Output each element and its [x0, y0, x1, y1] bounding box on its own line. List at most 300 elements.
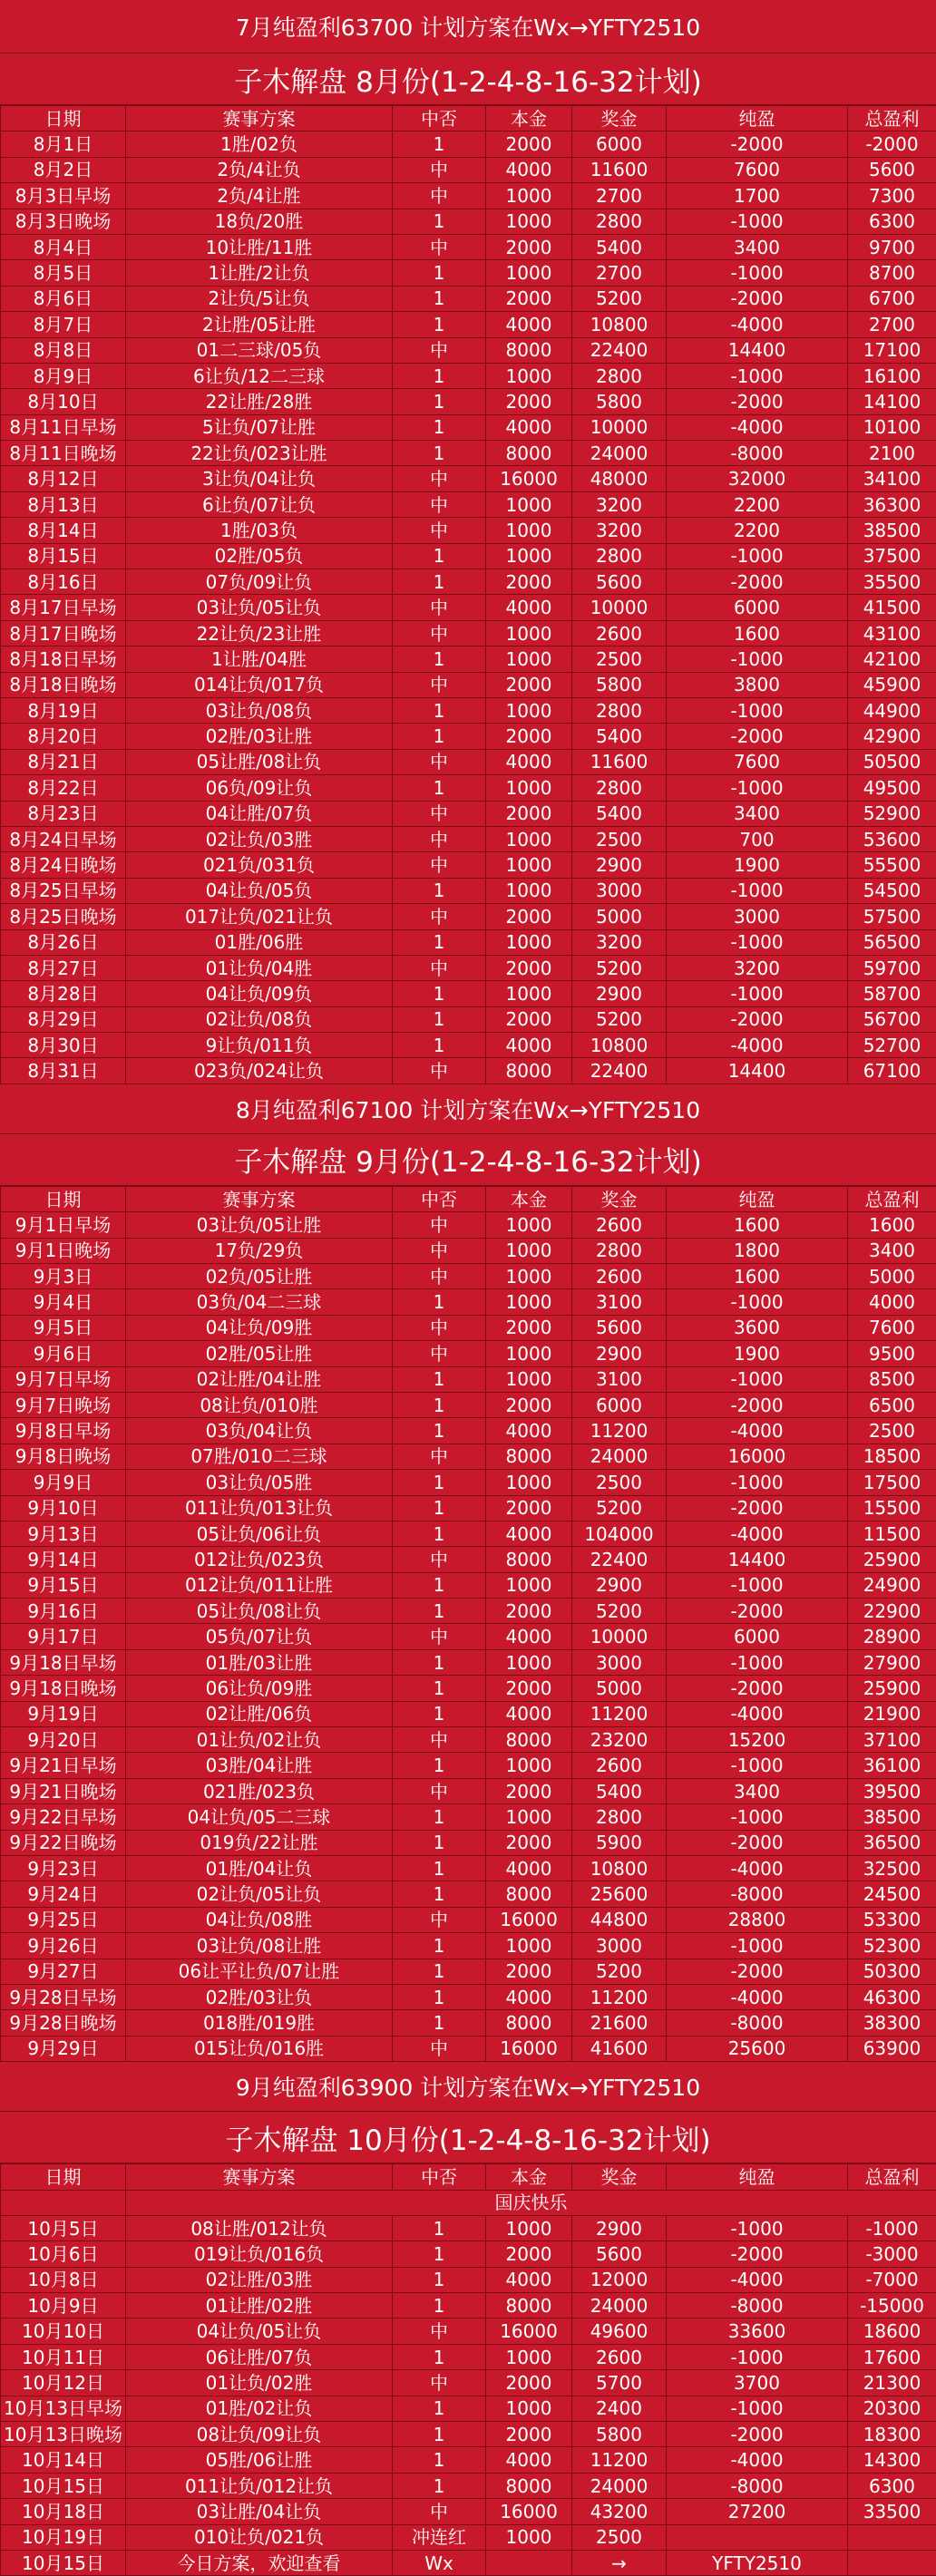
table-cell: 019负/22让胜 [126, 1830, 393, 1855]
table-cell: 9月16日 [1, 1599, 126, 1624]
table-cell: -1000 [667, 929, 848, 955]
table-cell: 1 [393, 646, 486, 672]
table-cell: 9月6日 [1, 1341, 126, 1366]
table-cell: 01胜/03让胜 [126, 1649, 393, 1675]
table-cell: 9月1日早场 [1, 1212, 126, 1238]
table-row [1, 1959, 936, 1984]
table-cell: 8000 [486, 337, 572, 363]
table-cell: 中 [393, 826, 486, 851]
table-cell: 9月9日 [1, 1470, 126, 1495]
table-cell: -1000 [667, 209, 848, 234]
table-cell: 10000 [572, 414, 667, 440]
column-header: 纯盈 [667, 2164, 848, 2190]
table-row [1, 1933, 936, 1959]
table-cell: 1800 [667, 1238, 848, 1263]
table-cell: 28800 [667, 1907, 848, 1932]
table-cell: 9月27日 [1, 1959, 126, 1984]
table-cell: 10月6日 [1, 2241, 126, 2267]
table-row [1, 1058, 936, 1084]
table-cell: -1000 [667, 646, 848, 672]
table-cell: 10月5日 [1, 2215, 126, 2241]
table-cell: 18600 [848, 2318, 936, 2344]
table-cell: 8月6日 [1, 286, 126, 311]
table-cell: 4000 [486, 1984, 572, 2009]
table-cell: 1 [393, 724, 486, 749]
table-cell: 700 [667, 826, 848, 851]
table-cell: 1 [393, 441, 486, 466]
table-cell: 01二三球/05负 [126, 337, 393, 363]
table-cell: 16000 [486, 2499, 572, 2524]
table-cell: 3000 [572, 878, 667, 903]
column-header: 总盈利 [848, 106, 936, 131]
table-cell: 01让负/02让负 [126, 1727, 393, 1753]
column-header: 日期 [1, 106, 126, 131]
table-cell: 9月21日晚场 [1, 1778, 126, 1803]
table-cell: 8500 [848, 1366, 936, 1392]
header-row [1, 2164, 936, 2190]
section-title: 子木解盘 9月份(1-2-4-8-16-32计划) [0, 1134, 936, 1186]
table-cell: 21300 [848, 2370, 936, 2396]
table-cell: 1 [393, 1701, 486, 1726]
table-cell: 2700 [848, 312, 936, 337]
table-cell: 9月19日 [1, 1701, 126, 1726]
table-cell: 017让负/021让负 [126, 904, 393, 929]
table-cell: 中 [393, 620, 486, 646]
table-cell: 8月8日 [1, 337, 126, 363]
table-cell: 8月19日 [1, 697, 126, 723]
table-cell: 4000 [848, 1289, 936, 1315]
table-cell: 5200 [572, 955, 667, 980]
table-row [1, 1547, 936, 1572]
table-cell: 9月21日早场 [1, 1753, 126, 1778]
table-cell: 5200 [572, 1959, 667, 1984]
table-cell: 8000 [486, 1881, 572, 1907]
table-cell: 2600 [572, 620, 667, 646]
table-cell: 24000 [572, 2293, 667, 2318]
table-cell: 2000 [486, 1830, 572, 1855]
table-cell: 中 [393, 234, 486, 259]
table-row [1, 491, 936, 517]
table-cell: 8月20日 [1, 724, 126, 749]
table-row [1, 2241, 936, 2267]
table-cell: 1000 [486, 1753, 572, 1778]
table-row [1, 157, 936, 182]
table-cell: 中 [393, 1264, 486, 1289]
table-cell: 3000 [572, 1649, 667, 1675]
table-row [1, 286, 936, 311]
table-cell: 1000 [486, 1804, 572, 1830]
table-row [1, 1804, 936, 1830]
table-row [1, 1006, 936, 1032]
table-cell: 中 [393, 1778, 486, 1803]
table-cell: 3200 [667, 955, 848, 980]
table-cell: 今日方案，欢迎查看 [126, 2550, 393, 2575]
table-row [1, 1624, 936, 1649]
table-cell: 1000 [486, 1470, 572, 1495]
table-cell: 2800 [572, 209, 667, 234]
table-cell: 02胜/05让胜 [126, 1341, 393, 1366]
table-row [1, 2370, 936, 2396]
table-cell: 2负/4让负 [126, 157, 393, 182]
table-cell: 1000 [486, 646, 572, 672]
table-cell: 24000 [572, 1444, 667, 1469]
table-cell: 8月10日 [1, 389, 126, 414]
table-row [1, 569, 936, 595]
table-cell: 03负/04二三球 [126, 1289, 393, 1315]
top-banner: 7月纯盈利63700 计划方案在Wx→YFTY2510 [0, 0, 936, 53]
table-row [1, 363, 936, 388]
table-cell: 2000 [486, 2422, 572, 2447]
table-cell: 1600 [848, 1212, 936, 1238]
table-cell: 36500 [848, 1830, 936, 1855]
table-cell: 8000 [486, 1444, 572, 1469]
table-cell: 2000 [486, 286, 572, 311]
table-row [1, 2550, 936, 2575]
table-cell: 3400 [667, 1778, 848, 1803]
table-cell: 10月8日 [1, 2267, 126, 2292]
table-cell: 1000 [486, 981, 572, 1006]
table-cell: 中 [393, 157, 486, 182]
table-cell: 27900 [848, 1649, 936, 1675]
table-cell: 1000 [486, 1238, 572, 1263]
table-cell: 46300 [848, 1984, 936, 2009]
table-cell: 22让负/023让胜 [126, 441, 393, 466]
table-cell: 14400 [667, 337, 848, 363]
table-cell: 018胜/019胜 [126, 2010, 393, 2036]
table-cell: -2000 [667, 2422, 848, 2447]
table-cell: -1000 [667, 363, 848, 388]
table-cell: 5600 [572, 2241, 667, 2267]
column-header: 赛事方案 [126, 1186, 393, 1211]
column-header: 奖金 [572, 2164, 667, 2190]
table-row [1, 1778, 936, 1803]
table-cell: 中 [393, 183, 486, 209]
table-cell: 8月25日早场 [1, 878, 126, 903]
table-cell: -7000 [848, 2267, 936, 2292]
table-cell: 5200 [572, 1599, 667, 1624]
table-cell: 8000 [486, 1058, 572, 1084]
table-cell: 中 [393, 491, 486, 517]
table-cell: 中 [393, 1444, 486, 1469]
table-cell: 015让负/016胜 [126, 2036, 393, 2061]
table-cell: 9月26日 [1, 1933, 126, 1959]
table-cell: 8月16日 [1, 569, 126, 595]
table-cell: 5让负/07让胜 [126, 414, 393, 440]
table-cell: 11200 [572, 1418, 667, 1444]
table-cell: 22900 [848, 1599, 936, 1624]
table-cell: 9月5日 [1, 1315, 126, 1340]
table-cell: 021负/031负 [126, 852, 393, 878]
table-cell: 1000 [486, 543, 572, 569]
table-row [1, 2524, 936, 2550]
table-cell: 2700 [572, 260, 667, 286]
table-cell: 59700 [848, 955, 936, 980]
table-cell: 52900 [848, 801, 936, 826]
table-row [1, 1727, 936, 1753]
table-cell: 1 [393, 414, 486, 440]
table-cell: 1900 [667, 1341, 848, 1366]
table-cell: 1 [393, 1676, 486, 1701]
table-cell: 10000 [572, 1624, 667, 1649]
table-cell: 9月18日早场 [1, 1649, 126, 1675]
table-cell: 8000 [486, 2293, 572, 2318]
table-cell: 1000 [486, 697, 572, 723]
table-cell: 2000 [486, 1959, 572, 1984]
table-cell: 53300 [848, 1907, 936, 1932]
table-cell: 2500 [572, 646, 667, 672]
table-cell: 冲连红 [393, 2524, 486, 2550]
table-cell: 1 [393, 569, 486, 595]
table-cell: 4000 [486, 595, 572, 620]
table-row [1, 466, 936, 491]
table-cell: 1 [393, 1599, 486, 1624]
table-cell: 06负/09让负 [126, 775, 393, 801]
table-cell: 22让负/23让胜 [126, 620, 393, 646]
table-cell: 3800 [667, 672, 848, 697]
table-cell: -8000 [667, 441, 848, 466]
table-cell: 03让负/08让胜 [126, 1933, 393, 1959]
table-row [1, 1881, 936, 1907]
table-cell: 8月26日 [1, 929, 126, 955]
table-cell: 1000 [486, 826, 572, 851]
table-cell: 52700 [848, 1033, 936, 1058]
table-cell: 2900 [572, 1341, 667, 1366]
table-cell: 8月22日 [1, 775, 126, 801]
table-cell: 中 [393, 1907, 486, 1932]
table-cell: 9月20日 [1, 1727, 126, 1753]
table-cell: 8月7日 [1, 312, 126, 337]
table-cell: 3700 [667, 2370, 848, 2396]
table-cell: -1000 [667, 543, 848, 569]
table-cell: 1 [393, 697, 486, 723]
table-cell: 10月9日 [1, 2293, 126, 2318]
table-cell: 5600 [572, 1315, 667, 1340]
table-row [1, 2267, 936, 2292]
table-cell: 3100 [572, 1366, 667, 1392]
table-cell: 10100 [848, 414, 936, 440]
table-cell: 52300 [848, 1933, 936, 1959]
table-cell: -1000 [667, 697, 848, 723]
table-cell: 5600 [848, 157, 936, 182]
table-cell: 28900 [848, 1624, 936, 1649]
table-cell: 1 [393, 1649, 486, 1675]
table-cell: 1700 [667, 183, 848, 209]
table-cell: -4000 [667, 2447, 848, 2473]
table-cell: 1 [393, 2241, 486, 2267]
table-cell: 1 [393, 1881, 486, 1907]
table-cell: 5000 [848, 1264, 936, 1289]
table-cell: 9让负/011负 [126, 1033, 393, 1058]
table-cell: 03让负/05让胜 [126, 1212, 393, 1238]
header-row [1, 106, 936, 131]
table-cell: 6让负/07让负 [126, 491, 393, 517]
table-cell: 15200 [667, 1727, 848, 1753]
table-cell: 1000 [486, 1212, 572, 1238]
table-cell: 7600 [848, 1315, 936, 1340]
table-cell: 8月27日 [1, 955, 126, 980]
table-cell: -1000 [667, 1572, 848, 1598]
table-cell: 37100 [848, 1727, 936, 1753]
table-row [1, 518, 936, 543]
table-cell: 1000 [486, 2215, 572, 2241]
table-cell: 22让胜/28胜 [126, 389, 393, 414]
table-cell: 03让负/05胜 [126, 1470, 393, 1495]
table-cell: 8月23日 [1, 801, 126, 826]
table-cell: 67100 [848, 1058, 936, 1084]
table-cell: 1000 [486, 1341, 572, 1366]
table-cell: 8月3日早场 [1, 183, 126, 209]
table-cell: 中 [393, 1547, 486, 1572]
table-cell: -8000 [667, 2010, 848, 2036]
table-cell: 38500 [848, 518, 936, 543]
table-cell: 5800 [572, 389, 667, 414]
table-row [1, 646, 936, 672]
table-row [1, 981, 936, 1006]
table-cell: 2800 [572, 363, 667, 388]
table-cell: 1 [393, 209, 486, 234]
table-row [1, 1599, 936, 1624]
table-cell: 1000 [486, 209, 572, 234]
table-row [1, 1366, 936, 1392]
table-cell: 17500 [848, 1470, 936, 1495]
table-cell: 22400 [572, 1058, 667, 1084]
table-cell: 1000 [486, 2396, 572, 2421]
table-cell: 1600 [667, 1264, 848, 1289]
table-row [1, 775, 936, 801]
table-cell: 11500 [848, 1521, 936, 1546]
table-cell: 5400 [572, 234, 667, 259]
table-cell: 1 [393, 1959, 486, 1984]
table-cell: -1000 [667, 878, 848, 903]
table-cell: 36100 [848, 1753, 936, 1778]
table-cell: 05让负/06让负 [126, 1521, 393, 1546]
table-cell: 49600 [572, 2318, 667, 2344]
table-cell: 2900 [572, 852, 667, 878]
table-cell: 02让胜/03胜 [126, 2267, 393, 2292]
table-cell: 1000 [486, 1366, 572, 1392]
table-cell: 5900 [572, 1830, 667, 1855]
table-cell: 中 [393, 1727, 486, 1753]
table-cell: 32000 [667, 466, 848, 491]
table-cell: -1000 [667, 1804, 848, 1830]
column-header: 纯盈 [667, 106, 848, 131]
table-cell: 24500 [848, 1881, 936, 1907]
table-cell: 1000 [486, 183, 572, 209]
table-cell: 010让负/021负 [126, 2524, 393, 2550]
table-cell: 5000 [572, 1676, 667, 1701]
table-cell: -1000 [848, 2215, 936, 2241]
table-cell: 02让负/05让负 [126, 1881, 393, 1907]
table-row [1, 1238, 936, 1263]
table-cell: 1000 [486, 363, 572, 388]
table-cell: -1000 [667, 260, 848, 286]
table-cell: 1 [393, 1366, 486, 1392]
table-cell: 02让负/08负 [126, 1006, 393, 1032]
table-cell: 2200 [667, 491, 848, 517]
table-cell: 2800 [572, 1804, 667, 1830]
table-cell: 1000 [486, 620, 572, 646]
table-cell: 14400 [667, 1547, 848, 1572]
table-cell: 8月29日 [1, 1006, 126, 1032]
table-cell: -8000 [667, 2293, 848, 2318]
table-cell: 04让负/09胜 [126, 1315, 393, 1340]
table-cell: 8月30日 [1, 1033, 126, 1058]
column-header: 奖金 [572, 1186, 667, 1211]
table-cell: 10800 [572, 1856, 667, 1881]
table-cell: 中 [393, 1058, 486, 1084]
table-cell: -4000 [667, 1033, 848, 1058]
table-cell: 8月18日晚场 [1, 672, 126, 697]
table-row [1, 1856, 936, 1881]
table-cell: 4000 [486, 1033, 572, 1058]
table-cell: 9月18日晚场 [1, 1676, 126, 1701]
table-cell: 4000 [486, 1856, 572, 1881]
table-cell: 02负/05让胜 [126, 1264, 393, 1289]
table-cell: -2000 [848, 131, 936, 157]
table-cell: 中 [393, 1315, 486, 1340]
table-cell: 中 [393, 2318, 486, 2344]
table-row [1, 724, 936, 749]
table-cell: -2000 [667, 131, 848, 157]
table-row [1, 904, 936, 929]
table-cell: 2000 [486, 1006, 572, 1032]
table-cell: 2500 [848, 1418, 936, 1444]
table-row [1, 1701, 936, 1726]
table-cell: 10月13日早场 [1, 2396, 126, 2421]
table-cell: 1 [393, 2344, 486, 2369]
table-cell: 9月8日早场 [1, 1418, 126, 1444]
table-row [1, 312, 936, 337]
table-cell: 2500 [572, 2524, 667, 2550]
table-cell: 8月3日晚场 [1, 209, 126, 234]
table-cell: 18300 [848, 2422, 936, 2447]
table-cell: -4000 [667, 1856, 848, 1881]
table-cell: 10000 [572, 595, 667, 620]
table-cell: -2000 [667, 1599, 848, 1624]
table-cell: 8月24日晚场 [1, 852, 126, 878]
table-row [1, 1212, 936, 1238]
table-cell: 1 [393, 2293, 486, 2318]
table-cell: 5400 [572, 724, 667, 749]
table-cell: 56700 [848, 1006, 936, 1032]
table-cell: 9月13日 [1, 1521, 126, 1546]
table-cell: 9500 [848, 1341, 936, 1366]
table-cell: 53600 [848, 826, 936, 851]
table-cell: 02胜/03让胜 [126, 724, 393, 749]
table-cell: 8月21日 [1, 749, 126, 774]
table-cell: 10月14日 [1, 2447, 126, 2473]
table-cell: 10月15日 [1, 2473, 126, 2498]
table-cell: 2900 [572, 981, 667, 1006]
table-cell: 6000 [667, 1624, 848, 1649]
table-cell: 43100 [848, 620, 936, 646]
table-cell: -1000 [667, 2215, 848, 2241]
table-cell: 9月23日 [1, 1856, 126, 1881]
table-cell: 4000 [486, 2267, 572, 2292]
table-cell: 3200 [572, 491, 667, 517]
table-row [1, 543, 936, 569]
table-cell: 11200 [572, 1701, 667, 1726]
table-cell: 2让负/5让负 [126, 286, 393, 311]
table-row [1, 2215, 936, 2241]
table-cell: 8月17日早场 [1, 595, 126, 620]
table-cell: 55500 [848, 852, 936, 878]
table-cell: -4000 [667, 312, 848, 337]
table-row [1, 1033, 936, 1058]
table-cell: 2700 [572, 183, 667, 209]
table-cell: 1 [393, 2447, 486, 2473]
table-row [1, 2318, 936, 2344]
